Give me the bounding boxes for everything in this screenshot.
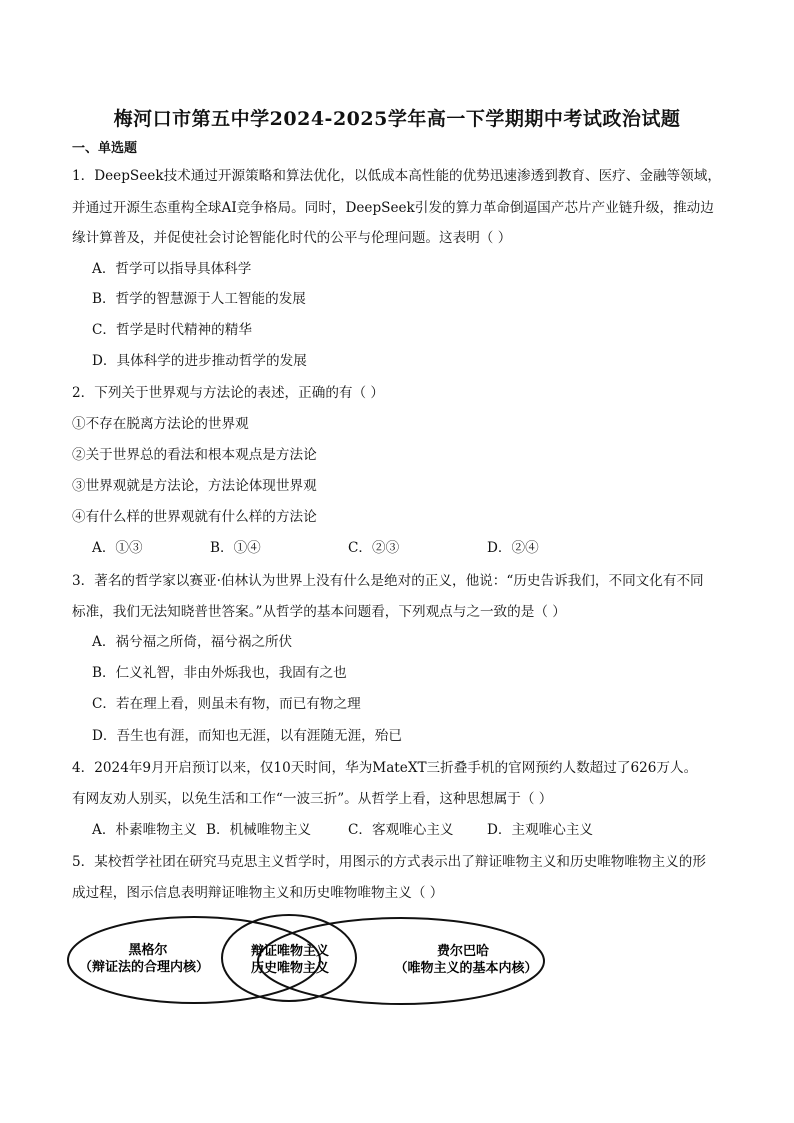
q4-option-b[interactable]: B．机械唯物主义 [206, 822, 312, 838]
left-label-1: 黑格尔 [128, 943, 168, 958]
q3-option-c[interactable]: C．若在理上看，则虽未有物，而已有物之理 [92, 696, 361, 712]
center-label-1: 辩证唯物主义 [250, 944, 330, 959]
q3-option-d[interactable]: D．吾生也有涯，而知也无涯，以有涯随无涯，殆已 [92, 728, 402, 744]
q3-stem-line-1: 3．著名的哲学家以赛亚·伯林认为世界上没有什么是绝对的正义，他说：“历史告诉我们，不同文化有不同 [72, 573, 704, 589]
q4-option-c[interactable]: C．客观唯心主义 [348, 822, 454, 838]
right-label-2: （唯物主义的基本内核） [394, 961, 538, 976]
q2-item-4: ④有什么样的世界观就有什么样的方法论 [72, 509, 317, 525]
q4-option-a[interactable]: A．朴素唯物主义 [92, 822, 197, 838]
q4-option-d[interactable]: D．主观唯心主义 [487, 822, 594, 838]
q2-option-c[interactable]: C．②③ [348, 540, 400, 556]
q3-option-b[interactable]: B．仁义礼智，非由外烁我也，我固有之也 [92, 665, 347, 681]
venn-diagram [0, 910, 794, 1020]
q5-stem-line-1: 5．某校哲学社团在研究马克思主义哲学时，用图示的方式表示出了辩证唯物主义和历史唯物唯物主义的形 [72, 854, 706, 870]
q2-option-a[interactable]: A．①③ [92, 540, 143, 556]
q1-stem-line-1: 1．DeepSeek技术通过开源策略和算法优化，以低成本高性能的优势迅速渗透到教育、医疗、金融等领域， [72, 168, 721, 184]
q1-option-d[interactable]: D．具体科学的进步推动哲学的发展 [92, 353, 307, 369]
q1-stem-line-2: 并通过开源生态重构全球AI竞争格局。同时，DeepSeek引发的算力革命倒逼国产芯片产业链升级，推动边 [72, 200, 714, 216]
q2-item-2: ②关于世界总的看法和根本观点是方法论 [72, 447, 317, 463]
center-label-2: 历史唯物主义 [250, 961, 330, 976]
right-label-1: 费尔巴哈 [436, 944, 490, 959]
q4-stem-line-2: 有网友劝人别买，以免生活和工作“一波三折”。从哲学上看，这种思想属于（ ） [72, 791, 553, 807]
section-heading: 一、单选题 [72, 141, 138, 156]
q1-option-c[interactable]: C．哲学是时代精神的精华 [92, 322, 252, 338]
q3-option-a[interactable]: A．祸兮福之所倚，福兮祸之所伏 [92, 634, 293, 650]
q1-option-a[interactable]: A．哲学可以指导具体科学 [92, 261, 252, 277]
q2-item-1: ①不存在脱离方法论的世界观 [72, 416, 249, 432]
q1-option-b[interactable]: B．哲学的智慧源于人工智能的发展 [92, 291, 306, 307]
q3-stem-line-2: 标准，我们无法知晓普世答案。”从哲学的基本问题看，下列观点与之一致的是（ ） [72, 604, 566, 620]
q2-option-b[interactable]: B．①④ [210, 540, 261, 556]
page-title: 梅河口市第五中学2024-2025学年高一下学期期中考试政治试题 [113, 108, 681, 130]
q1-stem-line-3: 缘计算普及，并促使社会讨论智能化时代的公平与伦理问题。这表明（ ） [72, 230, 512, 246]
q2-stem: 2．下列关于世界观与方法论的表述，正确的有（ ） [72, 385, 385, 401]
q5-stem-line-2: 成过程，图示信息表明辩证唯物主义和历史唯物唯物主义（ ） [72, 885, 444, 901]
q4-stem-line-1: 4．2024年9月开启预订以来，仅10天时间，华为MateXT三折叠手机的官网预约人数超过了626万人。 [72, 760, 698, 776]
left-label-2: （辩证法的合理内核） [78, 960, 210, 975]
q2-item-3: ③世界观就是方法论，方法论体现世界观 [72, 478, 317, 494]
q2-option-d[interactable]: D．②④ [487, 540, 539, 556]
